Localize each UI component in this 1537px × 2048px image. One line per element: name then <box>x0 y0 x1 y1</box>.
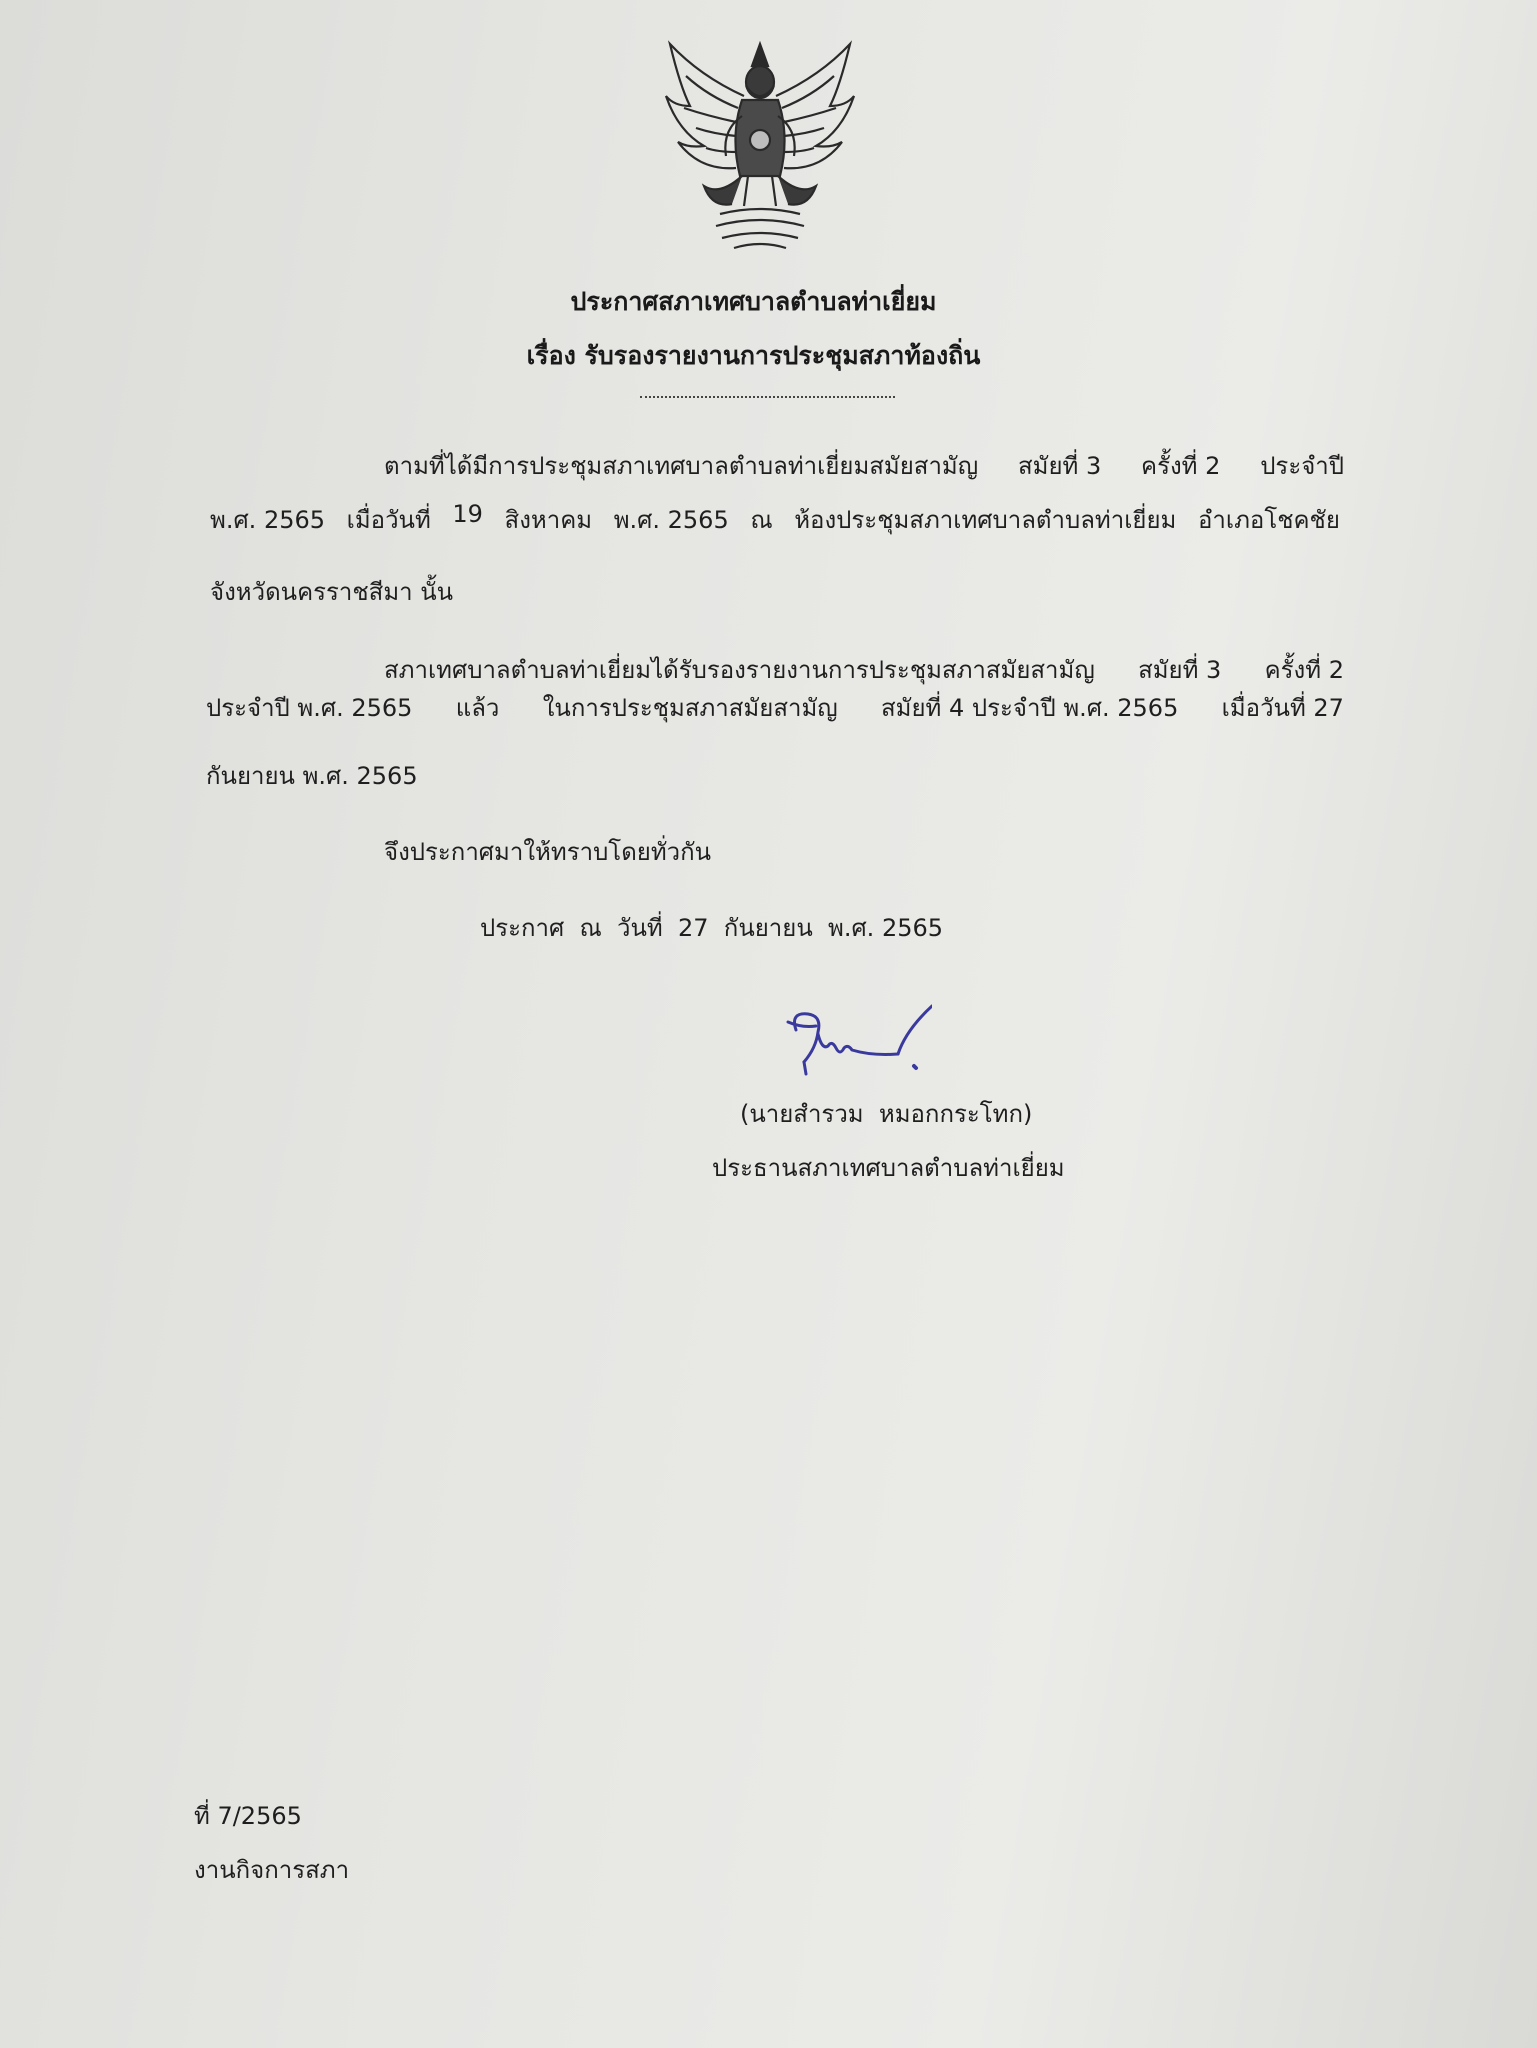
text-segment: อำเภอโชคชัย <box>1197 506 1340 534</box>
handwritten-signature <box>782 1000 932 1090</box>
text-segment: ประจำปี <box>1260 452 1344 480</box>
text-segment: เมื่อวันที่ 27 <box>1221 694 1344 722</box>
announcement-title: ประกาศสภาเทศบาลตำบลท่าเยี่ยม <box>570 287 937 316</box>
text-segment: สมัยที่ 3 <box>1017 452 1102 480</box>
department-name: งานกิจการสภา <box>194 1856 350 1884</box>
text-segment: พ.ศ. 2565 <box>613 506 729 534</box>
paragraph1-line3: จังหวัดนครราชสีมา นั้น <box>210 578 454 606</box>
text-segment: ประจำปี พ.ศ. 2565 <box>206 694 413 722</box>
text-segment: ครั้งที่ 2 <box>1264 656 1344 684</box>
paragraph1-line2 <box>210 500 1340 539</box>
text-segment: ในการประชุมสภาสมัยสามัญ <box>542 694 838 722</box>
text-segment: ตามที่ได้มีการประชุมสภาเทศบาลตำบลท่าเยี่ยมสมัยสามัญ <box>384 452 979 480</box>
text-segment: พ.ศ. 2565 <box>210 506 326 534</box>
paragraph2-line2 <box>206 688 1344 727</box>
text-segment: ครั้งที่ 2 <box>1141 452 1221 480</box>
announcement-date: ประกาศ ณ วันที่ 27 กันยายน พ.ศ. 2565 <box>480 914 944 942</box>
text-segment: สมัยที่ 4 ประจำปี พ.ศ. 2565 <box>881 694 1179 722</box>
paragraph2-line1 <box>384 650 1344 689</box>
closing-statement: จึงประกาศมาให้ทราบโดยทั่วกัน <box>384 838 712 866</box>
announcement-subject: เรื่อง รับรองรายงานการประชุมสภาท้องถิ่น <box>526 341 981 370</box>
paragraph2-line3: กันยายน พ.ศ. 2565 <box>206 762 418 790</box>
text-segment: แล้ว <box>455 694 500 722</box>
text-segment: ห้องประชุมสภาเทศบาลตำบลท่าเยี่ยม <box>794 506 1177 534</box>
text-segment: สิงหาคม <box>504 506 593 534</box>
document-number: ที่ 7/2565 <box>194 1802 302 1830</box>
paragraph1-line1 <box>384 446 1344 485</box>
text-segment: สภาเทศบาลตำบลท่าเยี่ยมได้รับรองรายงานการประชุมสภาสมัยสามัญ <box>384 656 1095 684</box>
text-segment: ณ <box>750 506 773 534</box>
signatory-name: (นายสำรวม หมอกกระโทก) <box>740 1100 1033 1128</box>
garuda-emblem-icon <box>660 36 860 256</box>
text-segment: เมื่อวันที่ <box>346 506 431 534</box>
text-segment: สมัยที่ 3 <box>1138 656 1222 684</box>
text-segment: 19 <box>452 500 483 528</box>
separator-line <box>640 396 895 398</box>
signatory-position: ประธานสภาเทศบาลตำบลท่าเยี่ยม <box>712 1154 1065 1182</box>
